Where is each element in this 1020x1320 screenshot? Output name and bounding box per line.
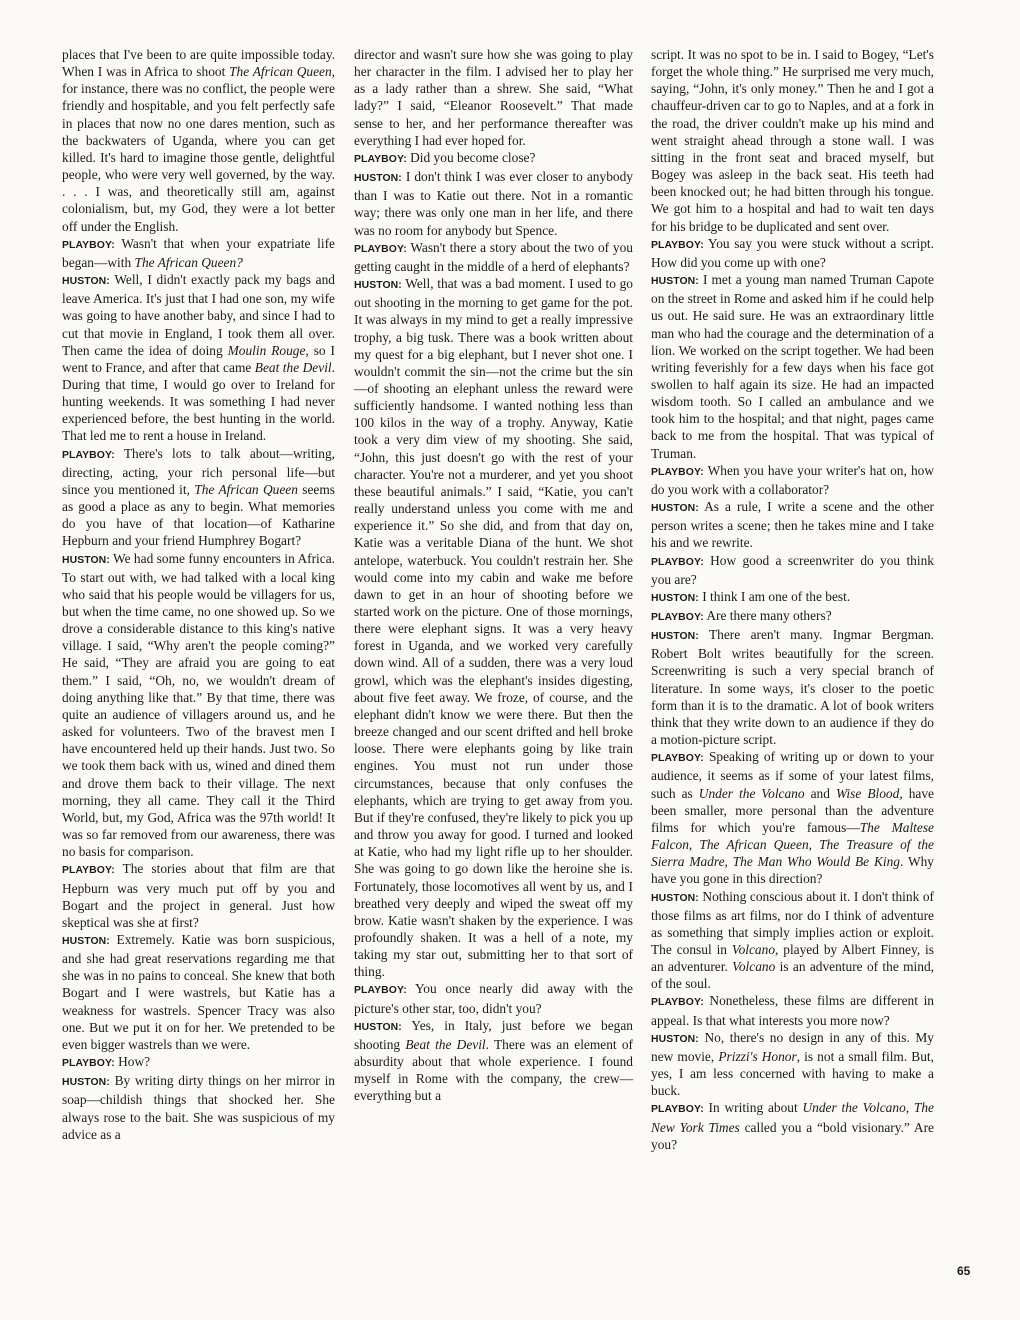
paragraph-text: Nonetheless, these films are different in appeal. Is that what interests you more now? bbox=[651, 993, 934, 1028]
interview-column-3 bbox=[651, 46, 934, 1153]
paragraph-text: director and wasn't sure how she was going to play her character in the film. I advised her to play her as a lady rather than a shrew. She said, “What lady?” I said, “Eleanor Roosevelt.” That made sense to her, and her performance thereafter was everything I had ever hoped for. bbox=[354, 47, 633, 148]
paragraph-text: script. It was no spot to be in. I said to Bogey, “Let's forget the whole thing.” He surprised me very much, saying, “John, it's only money.” Then he and I got a chauffeur-driven car to go to Naples, and at a fork in the road, the driver couldn't make up his mind and went straight ahead through a stone wall. I was sitting in the front seat and braced myself, but Bogey was asleep in the back seat. His teeth had been knocked out; he had bitten through his tongue. We got him to a hospital and had to wait ten days for his bridge to be duplicated and sent over. bbox=[651, 47, 934, 234]
interview-paragraph bbox=[651, 992, 934, 1028]
paragraph-text: As a rule, I write a scene and the other person writes a scene; then he takes mine and I take his and we rewrite. bbox=[651, 499, 934, 551]
paragraph-text: Speaking of writing up or down to your audience, it seems as if some of your latest films, such as Under the Volcano and Wise Blood, have been smaller, more personal than the adventure films for which you're famous—The Maltese Falcon, The African Queen, The Treasure of the Sierra Madre, The Man Who Would Be King. Why have you gone in this direction? bbox=[651, 749, 934, 887]
interview-paragraph bbox=[651, 888, 934, 993]
paragraph-text: We had some funny encounters in Africa. To start out with, we had talked with a local king who said that his people would be villagers for us, but when the time came, no one showed up. So we drove a considerable distance to this king's native village. I said, “Why aren't the people coming?” He said, “They are afraid you are going to eat them.” I said, “Oh, no, we wouldn't dream of doing anything like that.” By that time, there was quite an audience of villagers around us, and he asked for volunteers. Two of the bravest men I have encountered held up their hands. Just two. So we took them back with us, wined and dined them and drove them back to their village. The next morning, they all came. They call it the Third World, but, my God, Africa was the 97th world! It was so far removed from our awareness, there was no basis for comparison. bbox=[62, 550, 335, 860]
interview-paragraph bbox=[62, 445, 335, 550]
paragraph-text: Extremely. Katie was born suspicious, and she had great reservations regarding me that she was in no pains to conceal. She knew that both Bogart and I were wastrels, but Katie has a weakness for wastrels. Spencer Tracy was also one. But we put it on for her. We pretended to be even bigger wastrels than we were. bbox=[62, 931, 335, 1052]
interview-paragraph bbox=[651, 552, 934, 588]
speaker-label: PLAYBOY: bbox=[354, 153, 407, 165]
interview-paragraph bbox=[651, 235, 934, 271]
speaker-label: PLAYBOY: bbox=[651, 612, 704, 623]
paragraph-text: Yes, in Italy, just before we began shooting Beat the Devil. There was an element of absurdity about that whole experience. I found myself in Rome with the company, the crew—everything but a bbox=[354, 1017, 633, 1104]
paragraph-text: How? bbox=[118, 1054, 151, 1070]
interview-paragraph bbox=[62, 235, 335, 271]
interview-paragraph bbox=[62, 46, 335, 235]
paragraph-text: Well, that was a bad moment. I used to go out shooting in the morning to get game for the pot. It was always in my mind to get a really impressive trophy, a big tusk. There was a book written about my quest for a big elephant, but I never shot one. I wouldn't commit the sin—not the crime but the sin—of shooting an elephant unless the reward were sufficiently handsome. I wanted nothing less than 100 kilos in the way of a trophy. Anyway, Katie took a very dim view of my shooting. She said, “John, this just doesn't go with the rest of your character. You're not a murderer, and yet you shoot these beautiful animals.” I said, “Katie, you can't really understand unless you come with me and experience it.” So she did, and from that day on, Katie was a veritable Diana of the hunt. We shot antelope, waterbuck. You couldn't restrain her. She would come into my cabin and wake me before dawn to get in an hour of shooting before we started work on the picture. One of those mornings, there were elephant signs. It was a very heavy forest in Uganda, and we worked very carefully down wind. All of a sudden, there was a very loud growl, which was the elephant's insides digesting, about five feet away. We froze, of course, and the elephant didn't know we were there. But then the breeze changed and our scent drifted and hell broke loose. There were elephants going by like train engines. You must not run under those circumstances, because that only confuses the elephants, which are trying to get away from you. But if they're confused, they're likely to pick you up and throw you away for good. I turned and looked at Katie, who had my light rifle up to her shoulder. She was going to go down like the heroine she is. Fortunately, those locomotives all went by us, and I breathed very deeply and wiped the sweat off my brow. Katie wasn't shaken by the experience. I was profoundly shaken. It was a hell of a note, my taking my star out, submitting her to that sort of thing. bbox=[354, 276, 634, 980]
speaker-label: HUSTON: bbox=[651, 276, 699, 288]
paragraph-text: Wasn't there a story about the two of you getting caught in the middle of a herd of elephants? bbox=[354, 239, 633, 274]
speaker-label: PLAYBOY: bbox=[62, 239, 115, 251]
paragraph-text: There's lots to talk about—writing, directing, acting, your rich personal life—but since you mentioned it, The African Queen seems as good a place as any to begin. What memories do you have of that location—of Katharine Hepburn and your friend Humphrey Bogart? bbox=[62, 445, 336, 549]
paragraph-text: Well, I didn't exactly pack my bags and leave America. It's just that I had one son, my wife was going to have another baby, and since I had to cut that movie in England, I took them all over. Then came the idea of doing Moulin Rouge, so I went to France, and after that came Beat the Devil. During that time, I would go over to Ireland for hunting weekends. It was something I had never experienced before, the best hunting in the world. That led me to rent a house in Ireland. bbox=[62, 272, 335, 444]
paragraph-text: There aren't many. Ingmar Bergman. Robert Bolt writes beautifully for the screen. Screenwriting is such a very special branch of literature. In some ways, it's closer to the poetic form than it is to the dramatic. A lot of book writers think that they write down to an audience if they do a motion-picture script. bbox=[651, 627, 934, 748]
speaker-label: HUSTON: bbox=[62, 1077, 110, 1089]
speaker-label: HUSTON: bbox=[62, 276, 110, 288]
interview-paragraph bbox=[651, 271, 934, 462]
speaker-label: PLAYBOY: bbox=[354, 243, 407, 255]
interview-paragraph bbox=[354, 46, 633, 149]
interview-paragraph bbox=[651, 748, 934, 887]
paragraph-text: In writing about Under the Volcano, The New York Times called you a “bold visionary.” Are you? bbox=[651, 1100, 934, 1152]
interview-paragraph bbox=[62, 931, 335, 1053]
interview-paragraph bbox=[354, 168, 633, 239]
speaker-label: PLAYBOY: bbox=[651, 239, 704, 251]
paragraph-text: Nothing conscious about it. I don't think of those films as art films, nor do I think of adventure as something that simply implies action or exploit. The consul in Volcano, played by Albert Finney, is an adventurer. Volcano is an adventure of the mind, of the soul. bbox=[651, 888, 934, 992]
paragraph-text: I don't think I was ever closer to anybody than I was to Katie out there. Not in a romantic way; there was only one man in her life, and there was no room for anybody but Spence. bbox=[354, 169, 633, 238]
interview-paragraph bbox=[62, 550, 335, 861]
interview-paragraph bbox=[651, 462, 934, 498]
interview-paragraph bbox=[651, 498, 934, 551]
paragraph-text: No, there's no design in any of this. My new movie, Prizzi's Honor, is not a small film. But, yes, I am less concerned with having to make a buck. bbox=[651, 1029, 934, 1099]
page-number: 65 bbox=[957, 1264, 971, 1278]
interview-paragraph bbox=[354, 1017, 633, 1105]
speaker-label: PLAYBOY: bbox=[62, 449, 115, 461]
interview-paragraph bbox=[651, 1099, 934, 1152]
paragraph-text: Are there many others? bbox=[706, 608, 832, 623]
paragraph-text: Wasn't that when your expatriate life began—with The African Queen? bbox=[62, 235, 336, 270]
paragraph-text: You say you were stuck without a script. How did you come up with one? bbox=[651, 235, 934, 270]
interview-paragraph bbox=[354, 239, 633, 275]
speaker-label: HUSTON: bbox=[651, 503, 699, 515]
interview-column-2 bbox=[354, 46, 633, 1105]
interview-paragraph bbox=[62, 860, 335, 931]
interview-paragraph bbox=[651, 607, 934, 626]
speaker-label: HUSTON: bbox=[651, 892, 699, 904]
speaker-label: PLAYBOY: bbox=[651, 1104, 704, 1116]
speaker-label: PLAYBOY: bbox=[651, 997, 704, 1009]
paragraph-text: How good a screenwriter do you think you are? bbox=[651, 552, 934, 587]
interview-paragraph bbox=[354, 275, 633, 980]
speaker-label: HUSTON: bbox=[651, 1033, 699, 1045]
paragraph-text: When you have your writer's hat on, how do you work with a collaborator? bbox=[651, 462, 935, 497]
interview-paragraph bbox=[354, 980, 633, 1016]
interview-paragraph bbox=[62, 271, 335, 445]
interview-paragraph bbox=[62, 1072, 335, 1143]
speaker-label: PLAYBOY: bbox=[62, 865, 115, 877]
paragraph-text: I met a young man named Truman Capote on the street in Rome and asked him if he could help us out. He said sure. He was an extraordinary little man who had the courage and the determination of a lion. We worked on the script together. We had been writing feverishly for a few days when his face got swollen to half again its size. He had an impacted wisdom tooth. So I called an ambulance and we took him to the hospital; and that night, pages came back to me from the hospital. That was typical of Truman. bbox=[651, 272, 934, 461]
speaker-label: HUSTON: bbox=[62, 935, 110, 947]
paragraph-text: You once nearly did away with the picture's other star, too, didn't you? bbox=[354, 981, 633, 1016]
interview-paragraph bbox=[62, 1053, 335, 1072]
speaker-label: PLAYBOY: bbox=[651, 466, 704, 478]
interview-paragraph bbox=[651, 626, 934, 748]
speaker-label: PLAYBOY: bbox=[651, 753, 704, 765]
speaker-label: HUSTON: bbox=[354, 173, 402, 185]
paragraph-text: By writing dirty things on her mirror in soap—childish things that shocked her. She always rose to the bait. She was suspicious of my advice as a bbox=[62, 1073, 335, 1142]
speaker-label: HUSTON: bbox=[651, 592, 699, 604]
paragraph-text: places that I've been to are quite impossible today. When I was in Africa to shoot The African Queen, for instance, there was no conflict, the people were friendly and hospitable, and you felt perfectly safe in places that now no one dares mention, such as the backwaters of Uganda, where you can get killed. It's hard to imagine those gentle, delightful people, who were very well governed, by the way. . . . I was, and theoretically still am, against colonialism, but, my God, they were a lot better off under the English. bbox=[62, 47, 336, 234]
speaker-label: HUSTON: bbox=[354, 280, 402, 292]
speaker-label: PLAYBOY: bbox=[62, 1058, 115, 1070]
speaker-label: HUSTON: bbox=[354, 1021, 402, 1033]
speaker-label: PLAYBOY: bbox=[354, 985, 407, 997]
interview-paragraph bbox=[651, 588, 934, 607]
speaker-label: HUSTON: bbox=[62, 554, 110, 566]
interview-column-1 bbox=[62, 46, 335, 1143]
speaker-label: HUSTON: bbox=[651, 631, 699, 643]
speaker-label: PLAYBOY: bbox=[651, 556, 704, 568]
interview-paragraph bbox=[354, 149, 633, 168]
interview-paragraph bbox=[651, 1029, 934, 1100]
paragraph-text: Did you become close? bbox=[410, 149, 536, 165]
paragraph-text: The stories about that film are that Hepburn was very much put off by you and Bogart and the project in general. Just how skeptical was she at first? bbox=[62, 861, 335, 930]
paragraph-text: I think I am one of the best. bbox=[702, 588, 851, 604]
interview-paragraph bbox=[651, 46, 934, 235]
